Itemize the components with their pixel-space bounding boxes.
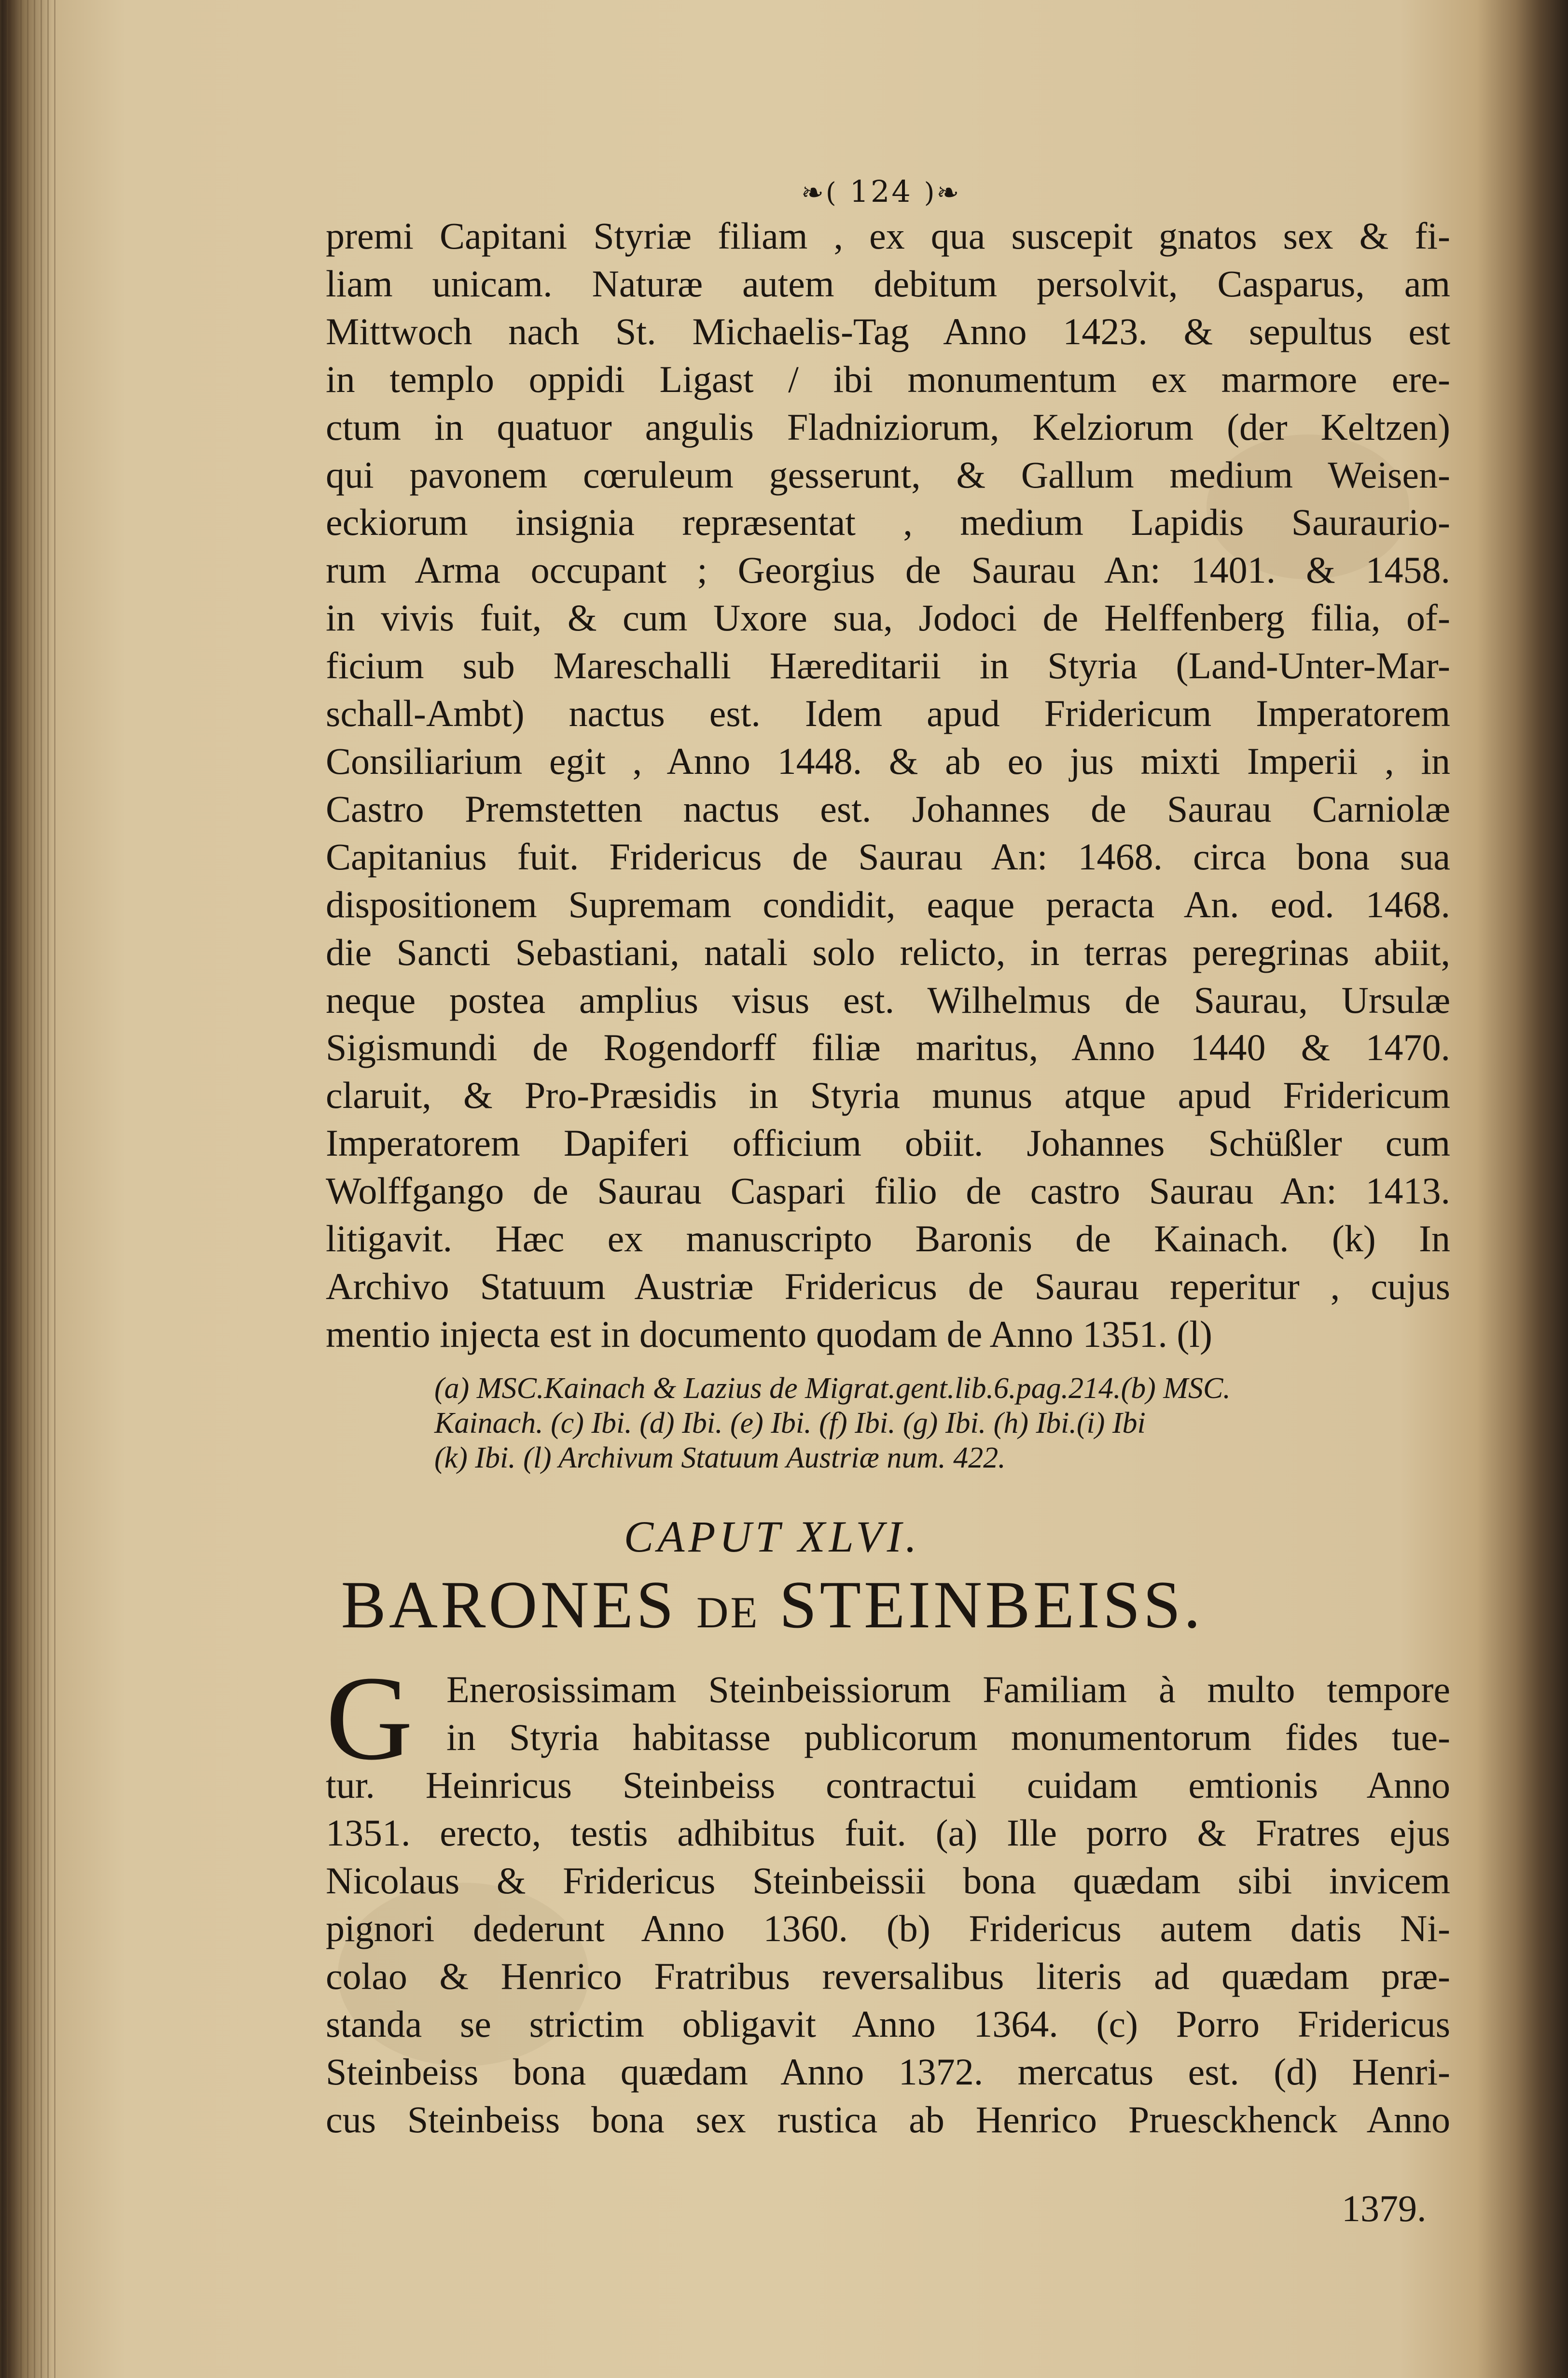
text-line: Enerosissimam Steinbeissiorum Familiam à multo tempore [446,1668,1450,1710]
header-ornament-left: ❧( [801,177,838,209]
text-line: ctum in quatuor angulis Fladniziorum, Kelziorum (der Keltzen) [326,406,1450,448]
text-line: litigavit. Hæc ex manuscripto Baronis de Kainach. (k) In [326,1217,1450,1260]
text-line: Archivo Statuum Austriæ Fridericus de Saurau reperitur , cujus [326,1265,1450,1307]
text-line: Wolffgango de Saurau Caspari filio de castro Saurau An: 1413. [326,1170,1450,1212]
text-line: premi Capitani Styriæ filiam , ex qua suscepit gnatos sex & fi- [326,215,1450,257]
text-line: in templo oppidi Ligast / ibi monumentum ex marmore ere- [326,358,1450,400]
title-word: STEINBEISS. [779,1567,1204,1642]
footnote-line: (k) Ibi. (l) Archivum Statuum Austriæ num. 422. [434,1441,1006,1474]
text-line: dispositionem Supremam condidit, eaque peracta An. eod. 1468. [326,883,1450,925]
text-line: neque postea amplius visus est. Wilhelmus de Saurau, Ursulæ [326,979,1450,1021]
text-line: Sigismundi de Rogendorff filiæ maritus, Anno 1440 & 1470. [326,1026,1450,1069]
text-line: standa se strictim obligavit Anno 1364. (c) Porro Fridericus [326,2003,1450,2045]
text-line: qui pavonem cœruleum gesserunt, & Gallum medium Weisen- [326,453,1450,496]
text-line: tur. Heinricus Steinbeiss contractui cuidam emtionis Anno [326,1764,1450,1806]
text-line: Castro Premstetten nactus est. Johannes de Saurau Carniolæ [326,787,1450,830]
text-line: eckiorum insignia repræsentat , medium Lapidis Saurauriо- [326,501,1450,544]
text-line: liam unicam. Naturæ autem debitum persolvit, Casparus, am [326,262,1450,305]
text-line: pignori dederunt Anno 1360. (b) Fridericus autem datis Ni- [326,1907,1450,1949]
text-line: die Sancti Sebastiani, natali solo relicto, in terras peregrinas abiit, [326,931,1450,973]
footnotes [434,1371,1462,1475]
title-word: BARONES [341,1567,677,1642]
text-line: Nicolaus & Fridericus Steinbeissii bona quædam sibi invicem [326,1860,1450,1902]
text-line: Capitanius fuit. Fridericus de Saurau An: 1468. circa bona sua [326,835,1450,878]
text-line: mentio injecta est in documento quodam de Anno 1351. (l) [326,1313,1212,1355]
text-line: schall-Ambt) nactus est. Idem apud Fridericum Imperatorem [326,692,1450,735]
chapter-paragraph [326,1651,1450,2143]
page-header [801,174,961,209]
chapter-heading: CAPUT XLVI. [624,1512,921,1561]
drop-cap: G [326,1651,413,1785]
title-small-word: DE [696,1588,760,1637]
text-line: cus Steinbeiss bona sex rustica ab Henrico Pruesckhenck Anno [326,2098,1450,2140]
text-line: Imperatorem Dapiferi officium obiit. Johannes Schüßler cum [326,1122,1450,1164]
text-line: Consiliarium egit , Anno 1448. & ab eo jus mixti Imperii , in [326,740,1450,782]
header-ornament-right: )❧ [924,177,961,209]
page [58,0,1486,2378]
text-line: in vivis fuit, & cum Uxore sua, Jodoci de Helffenberg filia, of- [326,597,1450,639]
body-paragraph [326,212,1450,1358]
footnote-line: Kainach. (c) Ibi. (d) Ibi. (e) Ibi. (f) Ibi. (g) Ibi. (h) Ibi.(i) Ibi [434,1407,1146,1440]
text-line: ficium sub Mareschalli Hæreditarii in Styria (Land-Unter-Mar- [326,644,1450,687]
catchword: 1379. [1342,2187,1427,2229]
text-line: claruit, & Pro-Præsidis in Styria munus atque apud Fridericum [326,1074,1450,1117]
text-line: Mittwoch nach St. Michaelis-Tag Anno 1423. & sepultus est [326,310,1450,352]
footnote-line: (a) MSC.Kainach & Lazius de Migrat.gent.lib.6.pag.214.(b) MSC. [434,1372,1231,1405]
text-line: 1351. erecto, testis adhibitus fuit. (a) Ille porro & Fratres ejus [326,1812,1450,1854]
text-line: in Styria habitasse publicorum monumentorum fides tue- [446,1716,1450,1758]
page-number: 124 [849,174,913,209]
book-binding [0,0,58,2378]
text-line: rum Arma occupant ; Georgius de Saurau An: 1401. & 1458. [326,549,1450,591]
text-line: Steinbeiss bona quædam Anno 1372. mercatus est. (d) Henri- [326,2051,1450,2093]
text-line: colao & Henrico Fratribus reversalibus literis ad quædam præ- [326,1955,1450,1997]
chapter-title [58,1567,1486,1651]
